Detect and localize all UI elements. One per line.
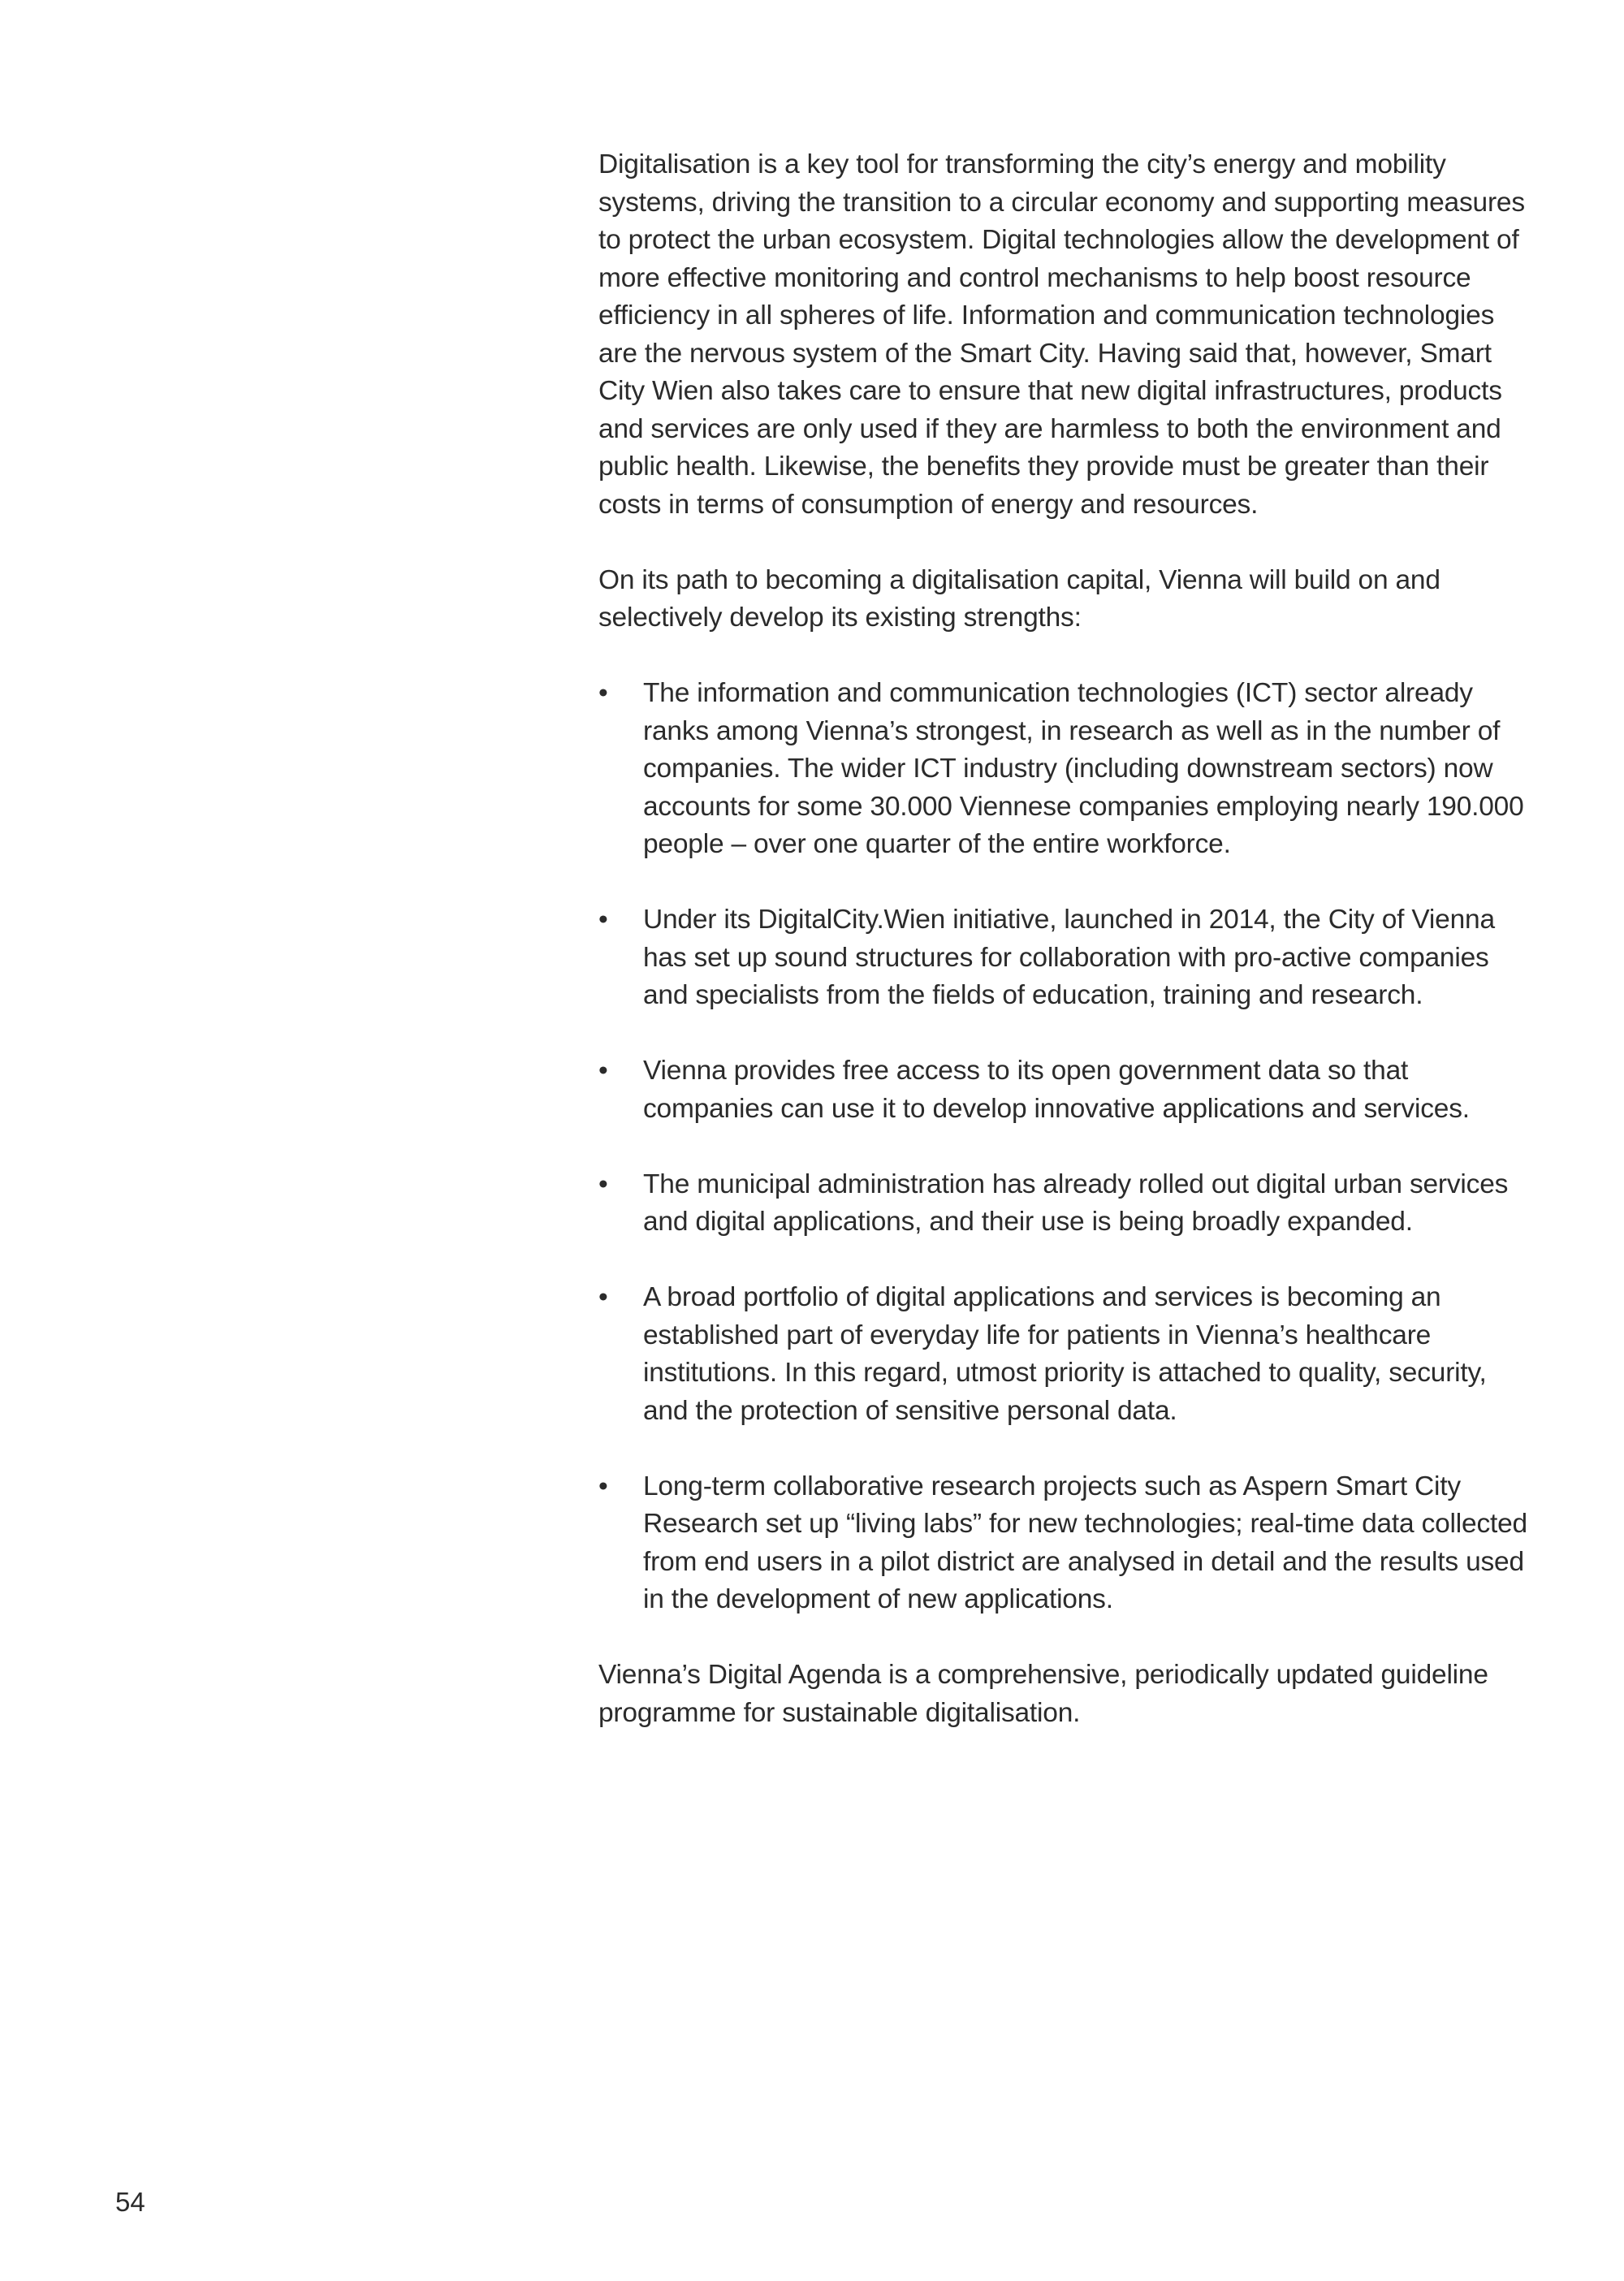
bullet-item-healthcare-applications <box>598 1279 1532 1430</box>
bullet-icon: • <box>598 1169 608 1199</box>
bullet-text: The municipal administration has already rolled out digital urban services and digital applications, and their use is being broadly expanded. <box>643 1169 1509 1237</box>
bullet-icon: • <box>598 1056 608 1086</box>
bullet-icon: • <box>598 1282 608 1312</box>
strengths-bullet-list <box>598 675 1532 1619</box>
body-text-column <box>598 146 1532 1770</box>
bullet-text: Vienna provides free access to its open government data so that companies can use it to develop innovative applications and services. <box>643 1056 1470 1124</box>
bullet-icon: • <box>598 1471 608 1501</box>
bullet-item-living-labs <box>598 1468 1532 1619</box>
bullet-item-digital-urban-services <box>598 1166 1532 1242</box>
closing-paragraph: Vienna’s Digital Agenda is a comprehensive, periodically updated guideline programme for sustainable digitalisation. <box>598 1660 1488 1728</box>
bullet-icon: • <box>598 678 608 708</box>
bullet-text: Under its DigitalCity.Wien initiative, launched in 2014, the City of Vienna has set up sound structures for collaboration with pro-active companies and specialists from the fields of education, training and research. <box>643 905 1495 1010</box>
bullet-text: Long-term collaborative research projects such as Aspern Smart City Research set up “living labs” for new technologies; real-time data collected from end users in a pilot district are analysed in detail and the results used in the development of new applications. <box>643 1471 1527 1614</box>
bullet-text: The information and communication technologies (ICT) sector already ranks among Vienna’s strongest, in research as well as in the number of companies. The wider ICT industry (including downstream sectors) now accounts for some 30.000 Viennese companies employing nearly 190.000 people – over one quarter of the entire workforce. <box>643 678 1524 859</box>
bullet-text: A broad portfolio of digital applications and services is becoming an established part of everyday life for patients in Vienna’s healthcare institutions. In this regard, utmost priority is attached to quality, security, and the protection of sensitive personal data. <box>643 1282 1487 1426</box>
bullet-icon: • <box>598 905 608 935</box>
intro-paragraph: Digitalisation is a key tool for transforming the city’s energy and mobility systems, driving the transition to a circular economy and supporting measures to protect the urban ecosystem. Digital technologies allow the development of more effective monitoring and control mechanisms to help boost resource efficiency in all spheres of life. Information and communication technologies are the nervous system of the Smart City. Having said that, however, Smart City Wien also takes care to ensure that new digital infrastructures, products and services are only used if they are harmless to both the environment and public health. Likewise, the benefits they provide must be greater than their costs in terms of consumption of energy and resources. <box>598 149 1525 520</box>
bullet-item-open-government-data <box>598 1052 1532 1128</box>
page-number: 54 <box>115 2187 145 2217</box>
strengths-intro-paragraph: On its path to becoming a digitalisation capital, Vienna will build on and selectively develop its existing strengths: <box>598 564 1440 633</box>
bullet-item-ict-sector <box>598 675 1532 864</box>
bullet-item-digitalcity-wien <box>598 901 1532 1015</box>
